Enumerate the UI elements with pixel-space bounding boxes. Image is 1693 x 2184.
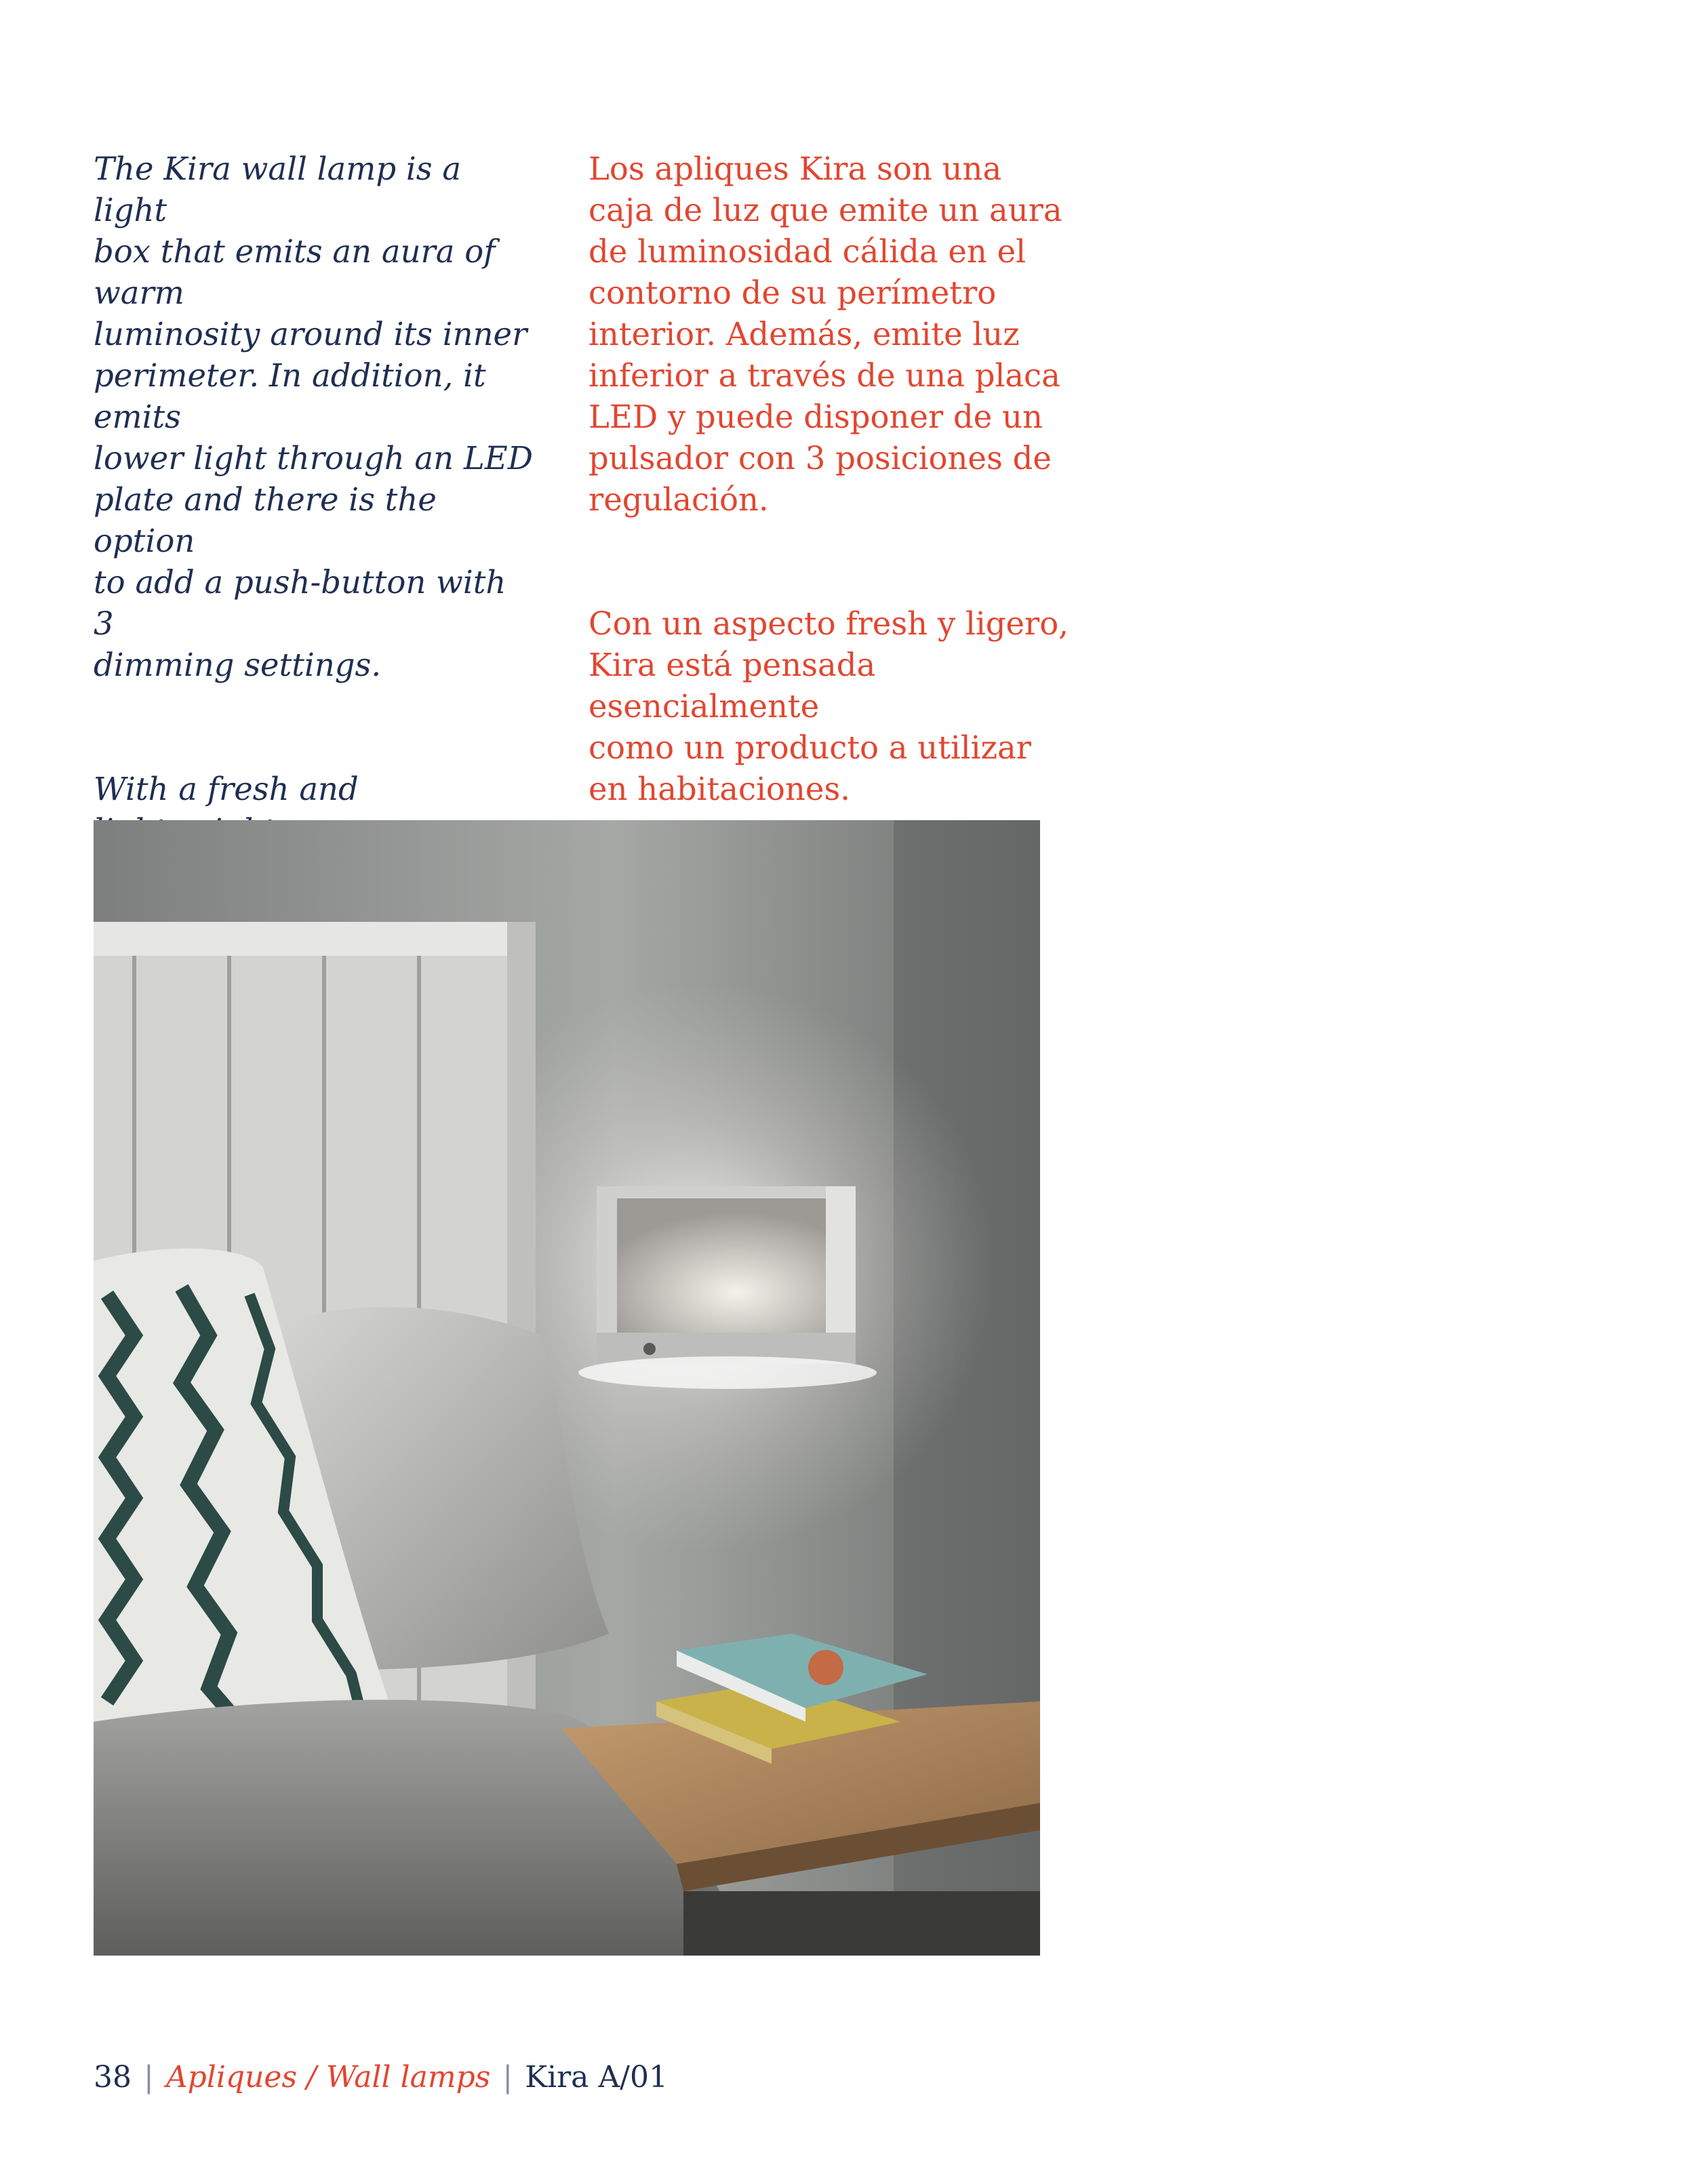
page-number: 38 <box>94 2060 132 2095</box>
page-footer <box>94 2057 668 2098</box>
bedroom-wall-lamp-photo <box>94 820 1040 1956</box>
section-title: Apliques / Wall lamps <box>165 2060 491 2095</box>
spanish-paragraph-2: Con un aspecto fresh y ligero, Kira está pensada esencialmente como un producto a utilizar en habitaciones. <box>589 605 1069 807</box>
spanish-text-column <box>589 107 1077 893</box>
footer-separator: | <box>502 2060 513 2095</box>
dimmer-button-icon <box>643 1343 656 1355</box>
footer-separator: | <box>144 2060 154 2095</box>
english-paragraph-1: The Kira wall lamp is a light box that emits an aura of warm luminosity around its inner perimeter. In addition, it emits lower light through an LED plate and there is the option to add a push-button with 3 dimming settings. <box>94 150 533 683</box>
photo-illustration <box>94 820 1040 1956</box>
spanish-paragraph-1: Los apliques Kira son una caja de luz que emite un aura de luminosidad cálida en el contorno de su perímetro interior. Además, emite luz inferior a través de una placa LED y puede disponer de un pulsador con 3 posiciones de regulación. <box>589 150 1062 518</box>
product-name: Kira A/01 <box>525 2060 668 2095</box>
english-paragraph-2: With a fresh and <box>94 771 359 807</box>
kira-wall-lamp <box>578 1186 877 1389</box>
